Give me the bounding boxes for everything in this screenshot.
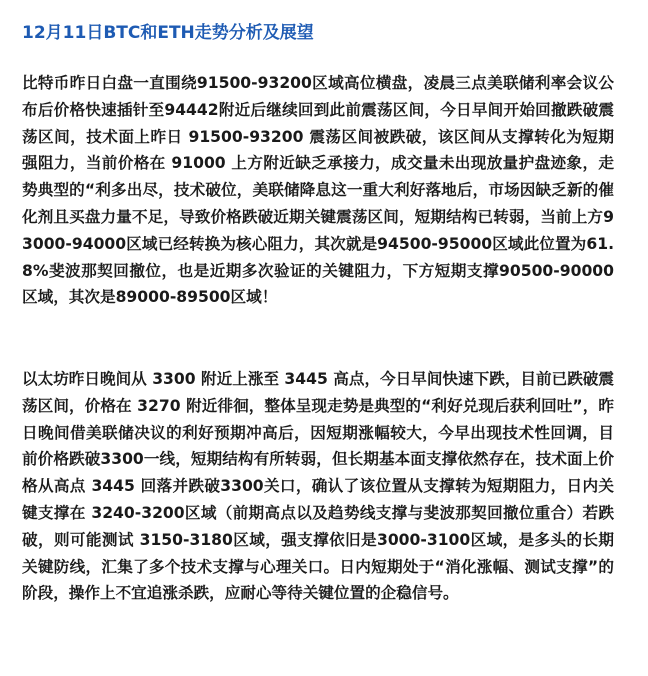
- eth-analysis-paragraph: 以太坊昨日晚间从 3300 附近上涨至 3445 高点，今日早间快速下跌，目前已跌破震荡区间，价格在 3270 附近徘徊，整体呈现走势是典型的“利好兑现后获利回吐”，昨日晚间借美联储决议的利好预期冲高后，因短期涨幅较大，今早出现技术性回调，目前价格跌破3300一线，短期结构有所转弱，但长期基本面支撑依然存在，技术面上价格从高点 3445 回落并跌破3300关口，确认了该位置从支撑转为短期阻力，日内关键支撑在 3240-3200区域（前期高点以及趋势线支撑与斐波那契回撤位重合）若跌破，则可能测试 3150-3180区域，强支撑依旧是3000-3100区域，是多头的长期关键防线，汇集了多个技术支撑与心理关口。日内短期处于“消化涨幅、测试支撑”的阶段，操作上不宜追涨杀跌，应耐心等待关键位置的企稳信号。: [22, 370, 614, 603]
- btc-analysis-paragraph: 比特币昨日白盘一直围绕91500-93200区域高位横盘，凌晨三点美联储利率会议公布后价格快速插针至94442附近后继续回到此前震荡区间，今日早间开始回撤跌破震荡区间，技术面上昨日 91500-93200 震荡区间被跌破，该区间从支撑转化为短期强阻力，当前价格在 91000 上方附近缺乏承接力，成交量未出现放量护盘迹象，走势典型的“利多出尽，技术破位，美联储降息这一重大利好落地后，市场因缺乏新的催化剂且买盘力量不足，导致价格跌破近期关键震荡区间，短期结构已转弱，当前上方93000-94000区域已经转换为核心阻力，其次就是94500-95000区域此位置为61.8%斐波那契回撤位，也是近期多次验证的关键阻力，下方短期支撑90500-90000区域，其次是89000-89500区域！: [22, 74, 614, 307]
- article-title: 12月11日BTC和ETH走势分析及展望: [22, 23, 314, 43]
